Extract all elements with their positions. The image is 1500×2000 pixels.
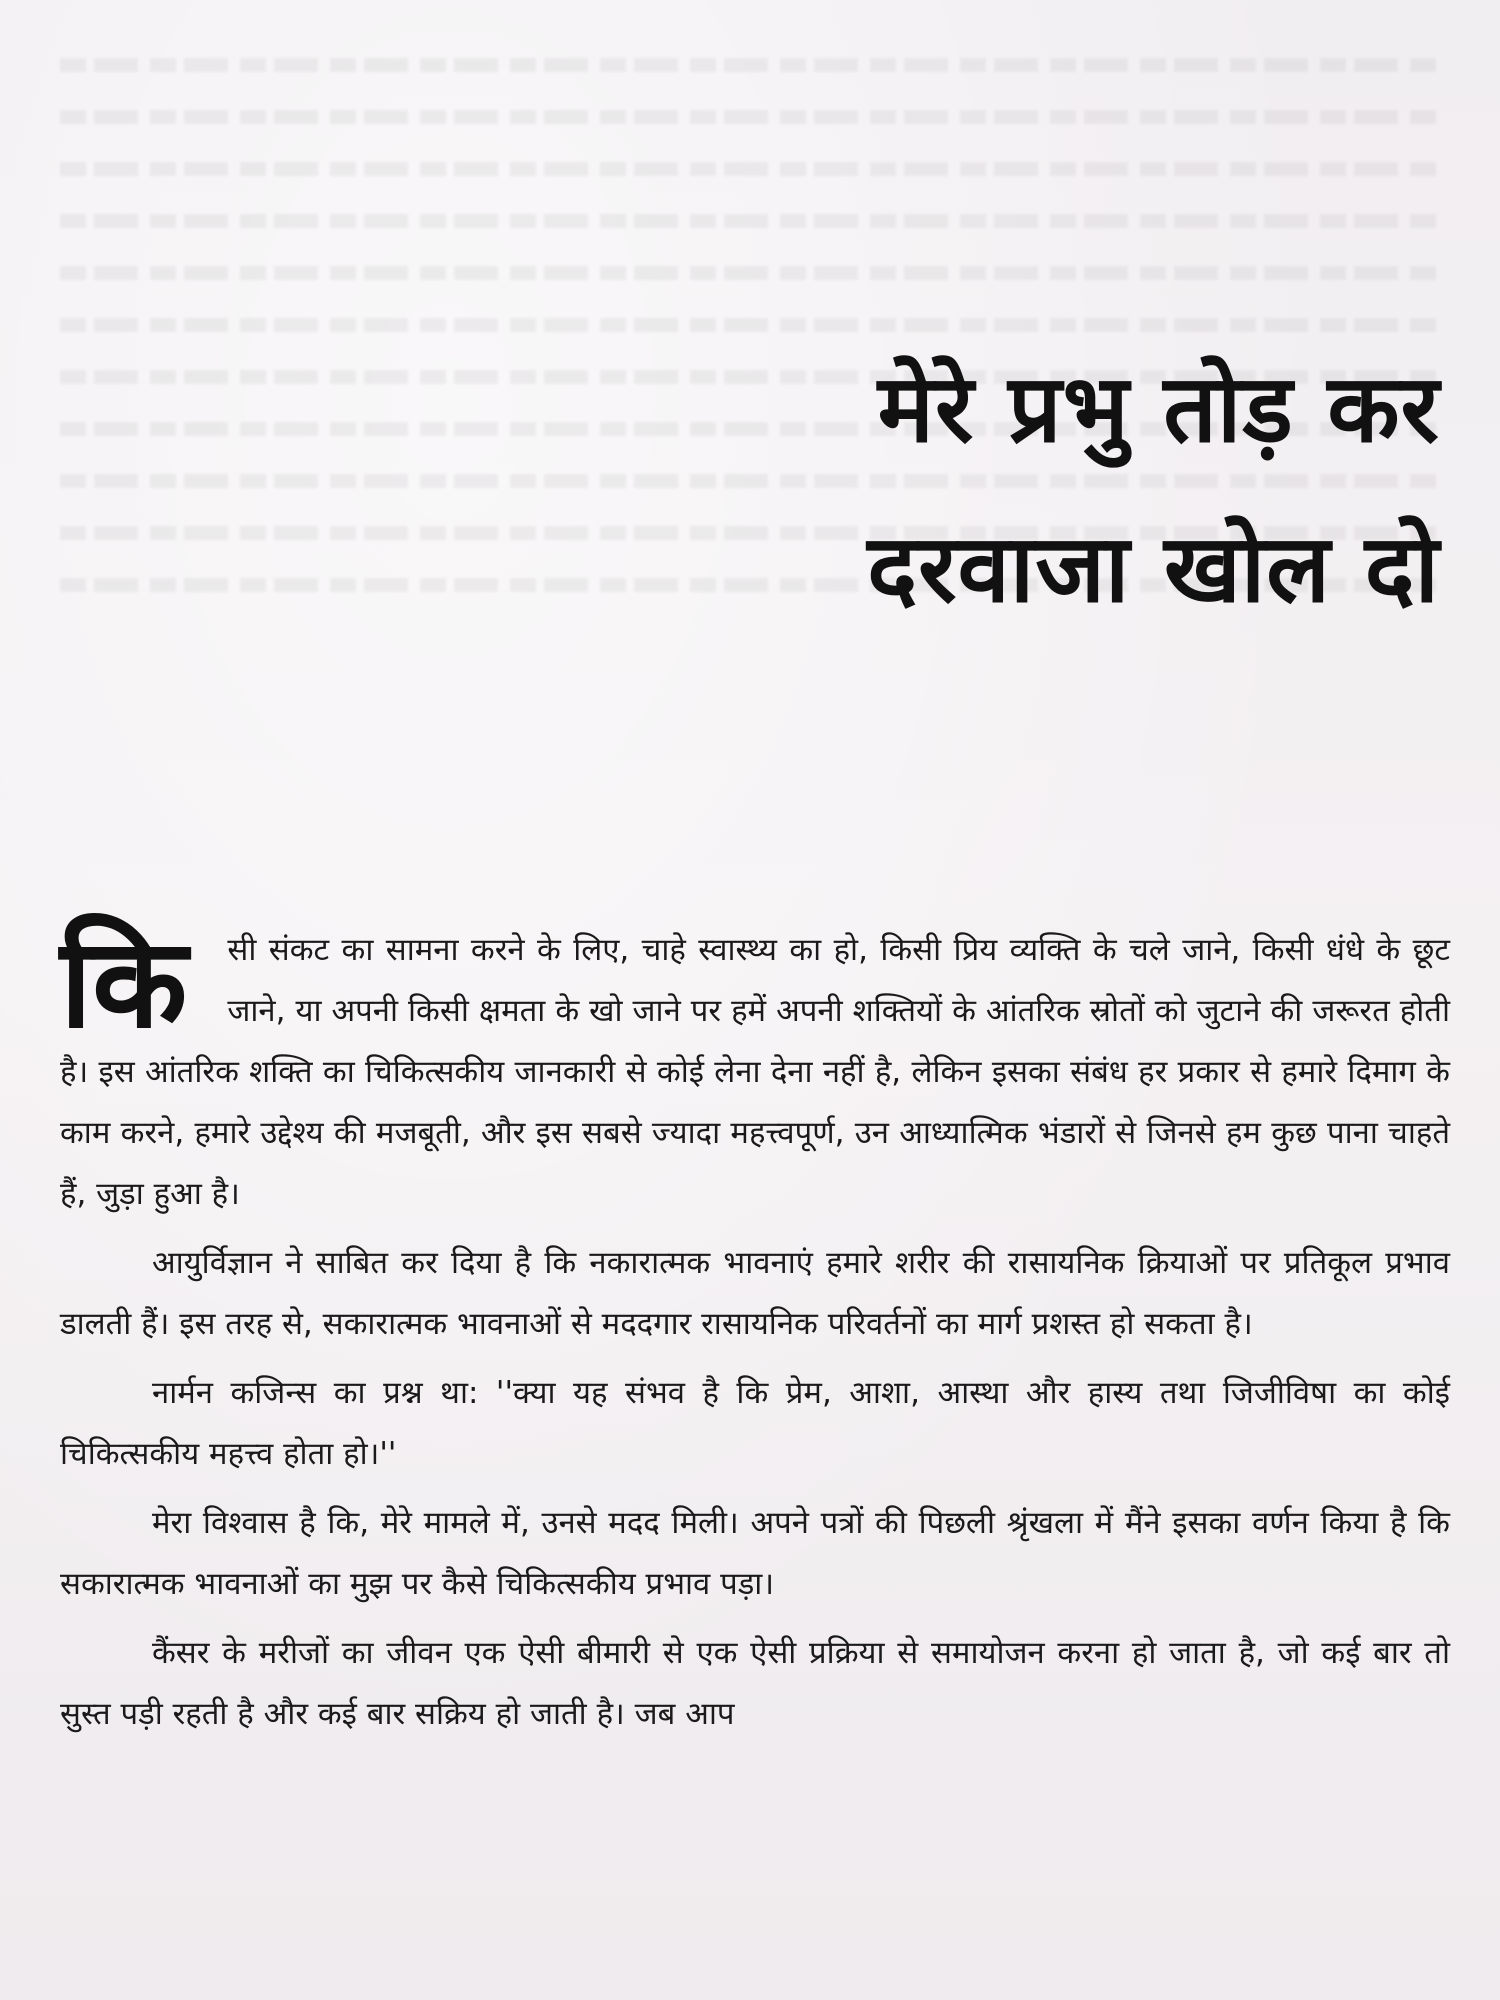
- drop-cap: कि: [60, 912, 188, 1056]
- chapter-title-line-1: मेरे प्रभु तोड़ कर: [877, 355, 1440, 464]
- paragraph-4: मेरा विश्वास है कि, मेरे मामले में, उनसे मदद मिली। अपने पत्रों की पिछली श्रृंखला में मैंने इसका वर्णन किया है कि सकारात्मक भावनाओं का मुझ पर कैसे चिकित्सकीय प्रभाव पड़ा।: [60, 1505, 1450, 1602]
- chapter-title: [440, 330, 1440, 650]
- paragraph-2: आयुर्विज्ञान ने साबित कर दिया है कि नकारात्मक भावनाएं हमारे शरीर की रासायनिक क्रियाओं पर प्रतिकूल प्रभाव डालती हैं। इस तरह से, सकारात्मक भावनाओं से मददगार रासायनिक परिवर्तनों का मार्ग प्रशस्त हो सकता है।: [60, 1245, 1450, 1342]
- paragraph-1: [60, 912, 1450, 1225]
- chapter-body: [60, 912, 1450, 1753]
- paragraph-3: नार्मन कजिन्स का प्रश्न था: ''क्या यह संभव है कि प्रेम, आशा, आस्था और हास्य तथा जिजीविषा का कोई चिकित्सकीय महत्त्व होता हो।'': [60, 1375, 1450, 1472]
- chapter-title-line-2: दरवाजा खोल दो: [867, 515, 1440, 624]
- paragraph-5: कैंसर के मरीजों का जीवन एक ऐसी बीमारी से एक ऐसी प्रक्रिया से समायोजन करना हो जाता है, जो कई बार तो सुस्त पड़ी रहती है और कई बार सक्रिय हो जाती है। जब आप: [60, 1635, 1450, 1732]
- paragraph-1-text: सी संकट का सामना करने के लिए, चाहे स्वास्थ्य का हो, किसी प्रिय व्यक्ति के चले जाने, किसी धंधे के छूट जाने, या अपनी किसी क्षमता के खो जाने पर हमें अपनी शक्तियों के आंतरिक स्रोतों को जुटाने की जरूरत होती है। इस आंतरिक शक्ति का चिकित्सकीय जानकारी से कोई लेना देना नहीं है, लेकिन इसका संबंध हर प्रकार से हमारे दिमाग के काम करने, हमारे उद्देश्य की मजबूती, और इस सबसे ज्यादा महत्त्वपूर्ण, उन आध्यात्मिक भंडारों से जिनसे हम कुछ पाना चाहते हैं, जुड़ा हुआ है।: [60, 932, 1450, 1212]
